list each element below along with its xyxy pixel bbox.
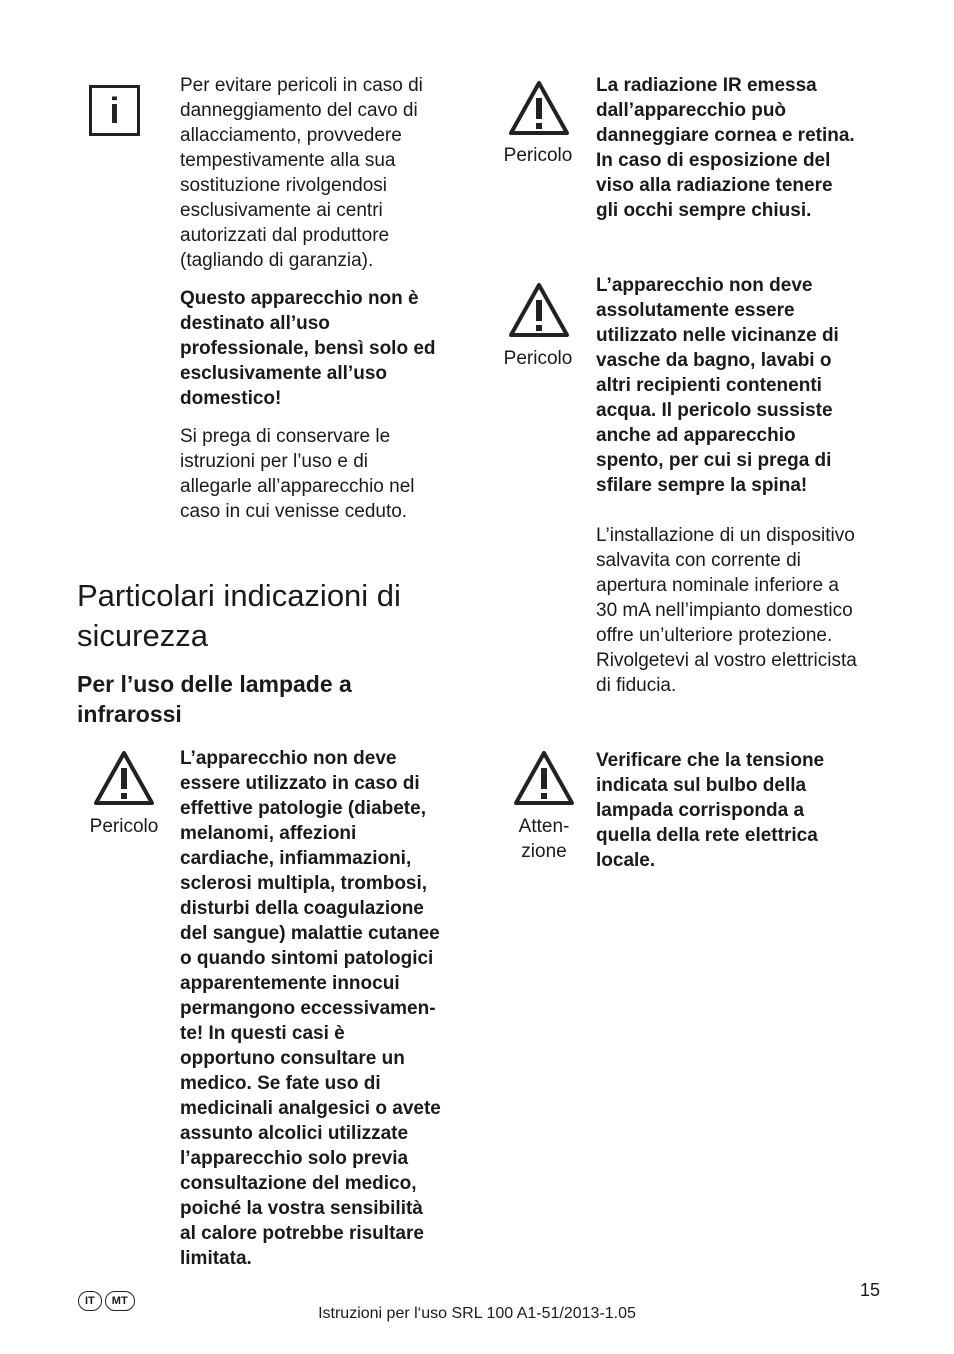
language-badge-it: IT bbox=[78, 1291, 102, 1311]
warning-triangle-icon bbox=[507, 281, 571, 339]
info-paragraph: Per evitare pericoli in caso di danneggiamento del cavo di allacciamento, provvedere tempestivamente alla sua sostituzione rivolgendosi esclusivamente ai centri autorizzati dal produttore (tagliando di garanzia). bbox=[180, 75, 423, 271]
section-heading: Particolari indicazioni di sicurezza bbox=[77, 578, 401, 653]
section-subheading: Per l’uso delle lampade a infrarossi bbox=[77, 671, 352, 727]
warning-label: Pericolo bbox=[503, 145, 573, 166]
rcd-paragraph: L’installazione di un dispositivo salvavita con corrente di apertura nominale inferiore a 30 mA nell’impianto domestico offre un’ulteriore protezione. Rivolgetevi al vostro elettricista di fiducia. bbox=[596, 525, 857, 696]
page-number: 15 bbox=[859, 1280, 880, 1300]
language-badges bbox=[78, 1291, 138, 1311]
caution-label: Atten- zione bbox=[518, 816, 570, 862]
health-warning-text: L’apparecchio non deve essere utilizzato in caso di effettive patologie (diabete, melanomi, affezioni cardiache, infiammazioni, sclerosi multipla, trombosi, disturbi della coagulazione del sangue) malattie cutanee o quando sintomi patologici apparentemente innocui permangono eccessivamen- te! In questi casi è opportuno consultare un medico. Se fate uso di medicinali analgesici o avete assunto alcolici utilizzate l’apparecchio solo previa consultazione del medico, poiché la vostra sensibilità al calore potrebbe risultare limitata. bbox=[180, 748, 441, 1269]
warning-label: Pericolo bbox=[89, 816, 159, 837]
ir-radiation-warning: La radiazione IR emessa dall’apparecchio può danneggiare cornea e retina. In caso di esposizione del viso alla radiazione tenere gli occhi sempre chiusi. bbox=[596, 75, 855, 221]
language-badge-mt: MT bbox=[105, 1291, 135, 1311]
warning-triangle-icon bbox=[92, 749, 156, 807]
warning-label: Pericolo bbox=[503, 348, 573, 369]
voltage-caution-text: Verificare che la tensione indicata sul bulbo della lampada corrisponda a quella della rete elettrica locale. bbox=[596, 750, 825, 871]
caution-triangle-icon bbox=[512, 749, 576, 807]
document-reference: Istruzioni per l‘uso SRL 100 A1-51/2013-1.05 bbox=[318, 1305, 636, 1322]
keep-instructions-paragraph: Si prega di conservare le istruzioni per l’uso e di allegarle all’apparecchio nel caso in cui venisse ceduto. bbox=[180, 426, 415, 522]
warning-triangle-icon bbox=[507, 79, 571, 137]
water-warning: L’apparecchio non deve assolutamente essere utilizzato nelle vicinanze di vasche da bagno, lavabi o altri recipienti contenenti acqua. Il pericolo sussiste anche ad apparecchio spento, per cui si prega di sfilare sempre la spina! bbox=[596, 275, 839, 496]
domestic-use-notice: Questo apparecchio non è destinato all’uso professionale, bensì solo ed esclusivamente all’uso domestico! bbox=[180, 288, 436, 409]
info-icon: i bbox=[89, 85, 140, 136]
